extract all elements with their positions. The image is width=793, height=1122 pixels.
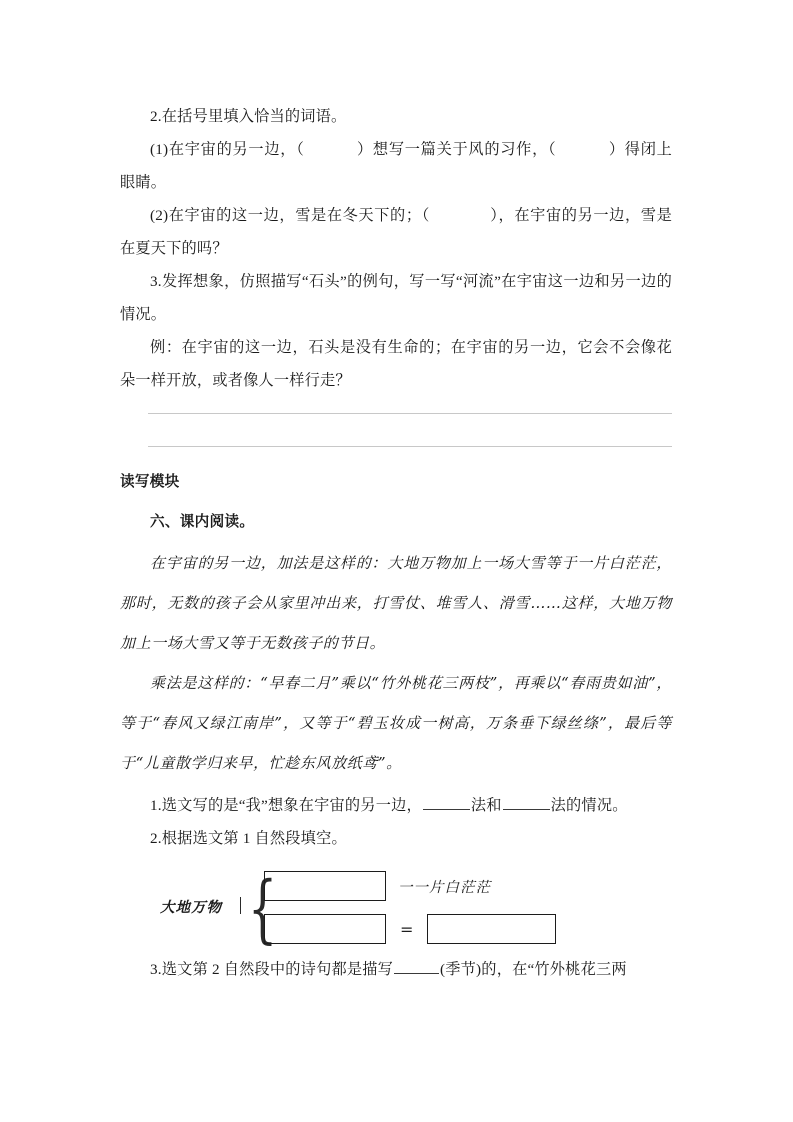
sub1-text-a: (1)在宇宙的另一边，（ [150, 141, 305, 158]
q1-text-b: 法和 [470, 797, 502, 814]
q3-text-a: 3.选文第 2 自然段中的诗句都是描写 [150, 961, 394, 978]
diagram-tick-mark [240, 897, 241, 914]
sub2-text-b: ），在宇宙的另一边，雪是在夏天下的吗？ [120, 207, 672, 257]
module-title: 读写模块 [120, 473, 180, 490]
q1-text-a: 1.选文写的是“我”想象在宇宙的另一边， [150, 797, 422, 814]
diagram-row-1 [264, 867, 556, 905]
spacer [148, 414, 672, 446]
question-1 [120, 789, 672, 822]
exercise-item-2-title: 2.在括号里填入恰当的词语。 [150, 108, 347, 125]
q3-blank-1[interactable] [394, 959, 439, 974]
passage-paragraph-1: 在宇宙的另一边，加法是这样的：大地万物加上一场大雪等于一片白茫茫，那时，无数的孩子会从家里冲出来，打雪仗、堆雪人、滑雪……这样，大地万物加上一场大雪又等于无数孩子的节日。 [120, 554, 672, 652]
answer-writing-area[interactable] [120, 413, 672, 447]
sub1-text-b: ）想写一篇关于风的习作，（ [356, 141, 557, 158]
section-heading-six: 六、课内阅读。 [150, 513, 255, 530]
question-3 [120, 953, 672, 986]
diagram-answer-box-3[interactable] [427, 914, 556, 944]
diagram-row-2 [264, 910, 556, 948]
exercise-item-2-sub-2 [120, 199, 672, 265]
spacer [120, 397, 672, 413]
question-2: 2.根据选文第 1 自然段填空。 [150, 830, 347, 847]
q1-blank-1[interactable] [423, 795, 470, 810]
diagram-equals-sign: = [400, 919, 414, 939]
q1-blank-2[interactable] [503, 795, 550, 810]
passage-paragraph-2: 乘法是这样的：“早春二月”乘以“竹外桃花三两枝”，再乘以“春雨贵如油”，等于“春风又绿江南岸”，又等于“碧玉妆成一树高，万条垂下绿丝绦”，最后等于“儿童散学归来早，忙趁东风放纸鸢”。 [120, 674, 672, 772]
sub1-text-c: ）得闭上眼睛。 [120, 141, 672, 191]
exercise-item-2-sub-1 [120, 133, 672, 199]
diagram-brace-icon: { [248, 866, 278, 952]
diagram-rows [264, 867, 556, 948]
fill-in-diagram [160, 867, 672, 953]
diagram-answer-box-1[interactable] [264, 871, 386, 901]
q1-text-c: 法的情况。 [550, 797, 628, 814]
diagram-answer-box-2[interactable] [264, 914, 386, 944]
exercise-item-3-example: 例：在宇宙的这一边，石头是没有生命的；在宇宙的另一边，它会不会像花朵一样开放，或者像人一样行走？ [120, 339, 672, 389]
spacer [120, 855, 672, 867]
spacer [120, 497, 672, 507]
sub2-text-a: (2)在宇宙的这一边，雪是在冬天下的；（ [150, 207, 430, 224]
spacer [120, 447, 672, 467]
diagram-label: 大地万物 [160, 899, 222, 916]
diagram-row-1-tail: 一一片白茫茫 [398, 879, 491, 896]
q3-text-b: (季节)的，在“竹外桃花三两 [440, 961, 627, 978]
exercise-item-3-title: 3.发挥想象，仿照描写“石头”的例句，写一写“河流”在宇宙这一边和另一边的情况。 [120, 273, 672, 323]
